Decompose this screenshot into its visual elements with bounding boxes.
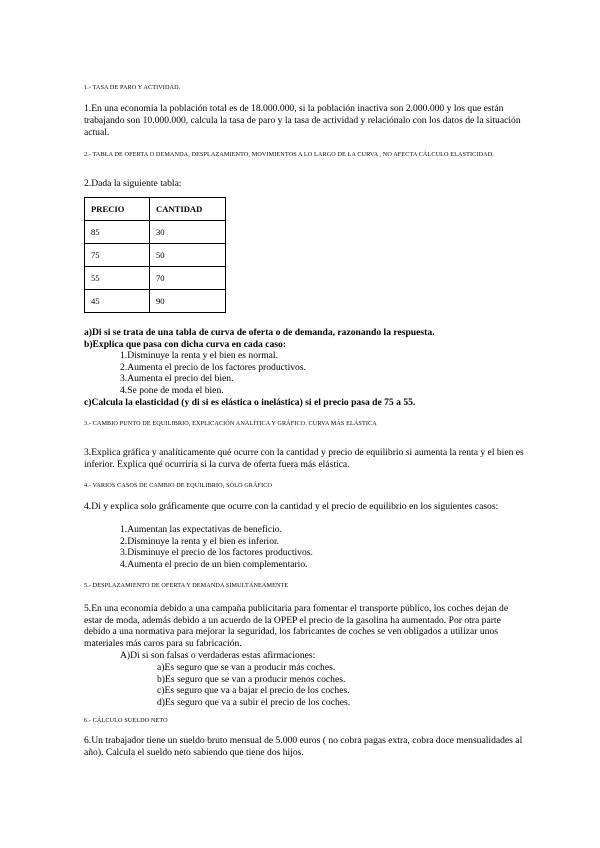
list-item: d)Es seguro que va a subir el precio de los coches. xyxy=(157,696,351,708)
question-1-text: 1.En una economía la población total es de 18.000.000, si la población inactiva son 2.000.000 y los que están trabajando son 10.000.000, calcula la tasa de paro y la tasa de actividad y relaciónalo con los datos de la situación actual. xyxy=(84,103,521,138)
table-header-price: PRECIO xyxy=(85,198,150,221)
question-5-text: 5.En una economía debido a una campaña publicitaria para fomentar el transporte público, los coches dejan de estar de moda, además debido a un acuerdo de la OPEP el precio de la gasolina ha aumentado. Por otra parte debido a una normativa para mejorar la seguridad, los fabricantes de coches se ven obligados a utilizar unos materiales más caros para su fabricación. xyxy=(84,603,509,649)
question-2-text: 2.Dada la siguiente tabla: xyxy=(84,178,182,189)
table-cell-price: 75 xyxy=(85,244,150,267)
table-header-row xyxy=(85,198,226,221)
list-item: c)Es seguro que va a bajar el precio de los coches. xyxy=(157,685,350,697)
list-item: 3.Aumenta el precio del bien. xyxy=(120,373,234,385)
list-item: 3.Disminuye el precio de los factores productivos. xyxy=(120,547,313,559)
question-2c: c)Calcula la elasticidad (y di si es elástica o inelástica) si el precio pasa de 75 a 55. xyxy=(84,397,416,408)
table-header-quantity: CANTIDAD xyxy=(150,198,226,221)
list-item: 2.Aumenta el precio de los factores productivos. xyxy=(120,361,306,373)
question-5-lead: A)Di si son falsas o verdaderas estas afirmaciones: xyxy=(120,650,316,661)
list-item: 4.Se pone de moda el bien. xyxy=(120,384,224,396)
question-2b: b)Explica que pasa con dicha curva en cada caso: xyxy=(84,338,287,350)
table-cell-quantity: 90 xyxy=(150,290,226,313)
table-cell-price: 45 xyxy=(85,290,150,313)
section-4-heading: 4.- VARIOS CASOS DE CAMBIO DE EQUILIBRIO, SÓLO GRÁFICO xyxy=(84,482,273,489)
table-row xyxy=(85,221,226,244)
question-6-text: 6.Un trabajador tiene un sueldo bruto mensual de 5.000 euros ( no cobra pagas extra, cobra doce mensualidades al año). Calcula el sueldo neto sabiendo que tiene dos hijos. xyxy=(84,735,523,758)
section-1-heading: 1.- TASA DE PARO Y ACTIVIDAD. xyxy=(84,84,181,91)
question-2b-list xyxy=(120,350,306,396)
table-cell-price: 85 xyxy=(85,221,150,244)
question-4-text: 4.Di y explica solo gráficamente que ocurre con la cantidad y el precio de equilibrio en los siguientes casos: xyxy=(84,501,499,512)
list-item: 4.Aumenta el precio de un bien complementario. xyxy=(120,558,308,570)
section-6-heading: 6.- CÁLCULO SUELDO NETO xyxy=(84,717,168,724)
section-5-heading: 5.- DESPLAZAMIENTO DE OFERTA Y DEMANDA SIMULTÁNEAMENTE xyxy=(84,582,289,589)
table-cell-price: 55 xyxy=(85,267,150,290)
list-item: 1.Aumentan las expectativas de beneficio. xyxy=(120,524,282,535)
question-5-list xyxy=(157,662,350,708)
question-2a: a)Di si se trata de una tabla de curva de oferta o de demanda, razonando la respuesta. xyxy=(84,327,435,338)
question-2-parts xyxy=(84,327,435,350)
list-item: b)Es seguro que se van a producir menos coches. xyxy=(157,673,346,685)
table-cell-quantity: 50 xyxy=(150,244,226,267)
question-3-text: 3.Explica gráfica y analíticamente qué ocurre con la cantidad y precio de equilibrio si aumenta la renta y el bien es inferior. Explica qué ocurriría si la curva de oferta fuera más elástica. xyxy=(84,447,524,470)
list-item: a)Es seguro que se van a producir más coches. xyxy=(157,662,336,673)
price-quantity-table xyxy=(84,197,226,313)
section-2-heading: 2.- TABLA DE OFERTA O DEMANDA, DESPLAZAMIENTO, MOVIMIENTOS A LO LARGO DE LA CURVA , NO AFECTA CÁLCULO ELASTICIDAD. xyxy=(84,151,494,158)
section-3-heading: 3.- CAMBIO PUNTO DE EQUILIBRIO, EXPLICACIÓN ANALÍTICA Y GRÁFICO. CURVA MÁS ELÁSTICA xyxy=(84,420,377,427)
table-row xyxy=(85,244,226,267)
table-cell-quantity: 30 xyxy=(150,221,226,244)
list-item: 2.Disminuye la renta y el bien es inferior. xyxy=(120,535,280,547)
table-row xyxy=(85,290,226,313)
table-cell-quantity: 70 xyxy=(150,267,226,290)
list-item: 1.Disminuye la renta y el bien es normal. xyxy=(120,350,278,361)
table-row xyxy=(85,267,226,290)
question-4-list xyxy=(120,524,313,570)
